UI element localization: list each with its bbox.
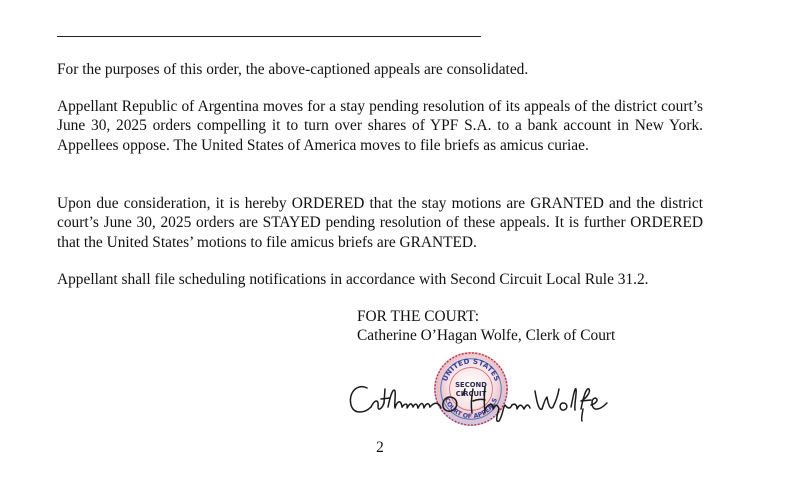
seal-center-line2: CIRCUIT [455, 389, 487, 398]
consolidation-paragraph: For the purposes of this order, the above-captioned appeals are consolidated. [57, 61, 529, 78]
signature-area [345, 353, 625, 433]
seal-center-line1: SECOND [455, 381, 487, 390]
handwritten-signature-icon [345, 353, 625, 433]
clerk-name-line: Catherine O’Hagan Wolfe, Clerk of Court [357, 327, 616, 345]
signature-block [357, 307, 615, 346]
order-paragraph: Upon due consideration, it is hereby ORDERED that the stay motions are GRANTED and the district court’s June 30, 2025 orders are STAYED pending resolution of these appeals. It is further ORDERED that the United States’ motions to file amicus briefs are GRANTED. [57, 195, 703, 251]
seal-bottom-text: COURT OF APPEALS [442, 397, 500, 421]
caption-divider-line [57, 36, 481, 37]
page-number: 2 [376, 439, 384, 456]
seal-top-text: UNITED STATES [440, 356, 502, 383]
motion-paragraph: Appellant Republic of Argentina moves for a stay pending resolution of its appeals of the district court’s June 30, 2025 orders compelling it to turn over shares of YPF S.A. to a bank account in New York. Appellees oppose. The United States of America moves to file briefs as amicus curiae. [57, 98, 703, 154]
for-the-court-label: FOR THE COURT: [357, 308, 480, 325]
scheduling-paragraph: Appellant shall file scheduling notifications in accordance with Second Circuit Local Rule 31.2. [57, 271, 649, 288]
